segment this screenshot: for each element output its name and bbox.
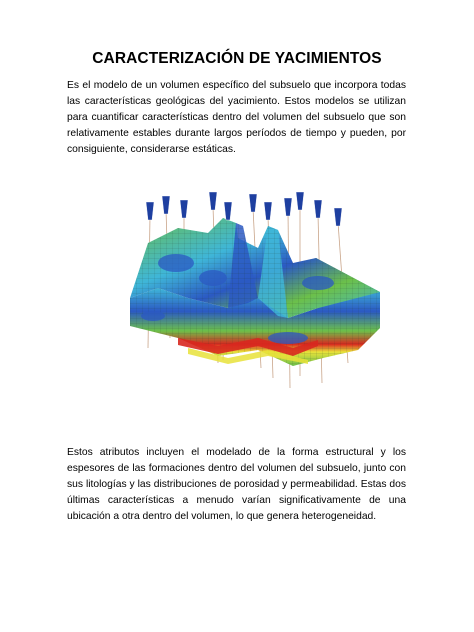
- intro-paragraph: Es el modelo de un volumen específico del subsuelo que incorpora todas las características geológicas del yacimiento. Estos modelos se utilizan para cuantificar características dentro del volumen del subsuelo que son relativamente estables durante largos períodos de tiempo y pueden, por consiguiente, considerarse estáticas.: [67, 80, 406, 155]
- page-title: CARACTERIZACIÓN DE YACIMIENTOS: [92, 50, 382, 67]
- attributes-paragraph: Estos atributos incluyen el modelado de la forma estructural y los espesores de las formaciones dentro del volumen del subsuelo, junto con sus litologías y las distribuciones de porosidad y permeabilidad. Estas dos últimas características a menudo varían significativamente de una ubicación a otra dentro del volumen, lo que genera heterogeneidad.: [67, 447, 406, 522]
- well-derrick-icons: [146, 192, 342, 226]
- reservoir-model-figure: [118, 188, 388, 413]
